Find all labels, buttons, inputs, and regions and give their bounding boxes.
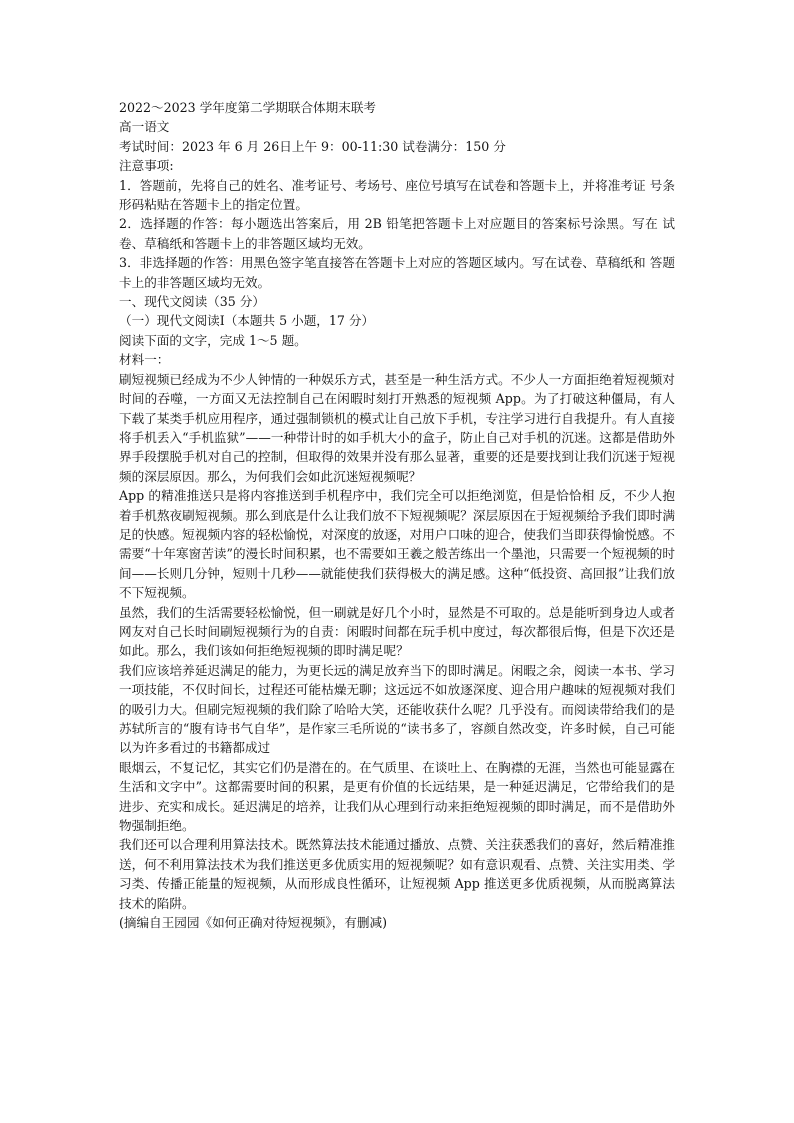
note-item: 3．非选择题的作答：用黑色签字笔直接答在答题卡上对应的答题区域内。写在试卷、草稿纸和 答题卡上的非答题区域均无效。 <box>119 255 675 290</box>
notes-heading: 注意事项: <box>119 158 174 174</box>
material-label: 材料一： <box>119 352 170 368</box>
note-item: 2．选择题的作答：每小题选出答案后，用 2B 铅笔把答题卡上对应题目的答案标号涂黑。写在 试卷、草稿纸和答题卡上的非答题区域均无效。 <box>119 216 675 251</box>
passage-paragraph: 虽然，我们的生活需要轻松愉悦，但一刷就是好几个小时，显然是不可取的。总是能听到身边人或者网友对自己长时间刷短视频行为的自责：闲暇时间都在玩手机中度过，每次都很后悔，但是下次还是如此。那么，我们该如何拒绝短视频的即时满足呢？ <box>119 604 675 659</box>
exam-title: 2022～2023 学年度第二学期联合体期末联考 <box>119 100 377 115</box>
passage-paragraph: 我们应该培养延迟满足的能力，为更长远的满足放弃当下的即时满足。闲暇之余，阅读一本书、学习一项技能，不仅时间长，过程还可能枯燥无聊；这远远不如放逐深度、迎合用户趣味的短视频对我们的吸引力大。但刷完短视频的我们除了哈哈大笑，还能收获什么呢？几乎没有。而阅读带给我们的是苏轼所言的“腹有诗书气自华”，是作家三毛所说的“读书多了，容颜自然改变，许多时候，自己可能以为许多看过的书籍都成过 <box>119 662 675 756</box>
passage-paragraph: App 的精准推送只是将内容推送到手机程序中，我们完全可以拒绝浏览，但是恰恰相 反，不少人抱着手机熬夜刷短视频。那么到底是什么让我们放不下短视频呢？深层原因在于短视频给予我们即时满足的快感。短视频内容的轻松愉悦，对深度的放逐，对用户口味的迎合，使我们当即获得愉悦感。不需要“十年寒窗苦读”的漫长时间积累，也不需要如王羲之般苦练出一个墨池，只需要一个短视频的时间——长则几分钟，短则十几秒——就能使我们获得极大的满足感。这种“低投资、高回报”让我们放不下短视频。 <box>119 488 675 601</box>
passage-paragraph: 我们还可以合理利用算法技术。既然算法技术能通过播放、点赞、关注获悉我们的喜好，然后精准推送，何不利用算法技术为我们推送更多优质实用的短视频呢？如有意识观看、点赞、关注实用类、学习类、传播正能量的短视频，从而形成良性循环，让短视频 App 推送更多优质视频，从而脱离算法技术的陷阱。 <box>119 837 675 911</box>
passage-paragraph: 眼烟云，不复记忆，其实它们仍是潜在的。在气质里、在谈吐上、在胸襟的无涯，当然也可能显露在生活和文字中”。这都需要时间的积累，是更有价值的长远结果，是一种延迟满足，它带给我们的是进步、充实和成长。延迟满足的培养，让我们从心理到行动来拒绝短视频的即时满足，而不是借助外物强制拒绝。 <box>119 759 675 834</box>
section-subtitle: （一）现代文阅读Ⅰ（本题共 5 小题，17 分） <box>119 313 375 329</box>
passage-paragraph: 刷短视频已经成为不少人钟情的一种娱乐方式，甚至是一种生活方式。不少人一方面拒绝着短视频对时间的吞噬，一方面又无法控制自己在闲暇时刻打开熟悉的短视频 App。为了打破这种僵局，有人下载了某类手机应用程序，通过强制锁机的模式让自己放下手机，专注学习进行自我提升。有人直接将手机丢入“手机监狱”——一种带计时的如手机大小的盒子，防止自己对手机的沉迷。这都是借助外界手段摆脱手机对自己的控制，但取得的效果并没有那么显著，重要的还是要找到让我们沉迷于短视频的深层原因。那么，为何我们会如此沉迷短视频呢？ <box>119 371 675 484</box>
reading-instruction: 阅读下面的文字，完成 1～5 题。 <box>119 332 307 348</box>
subject-label: 高一语文 <box>119 119 170 135</box>
source-citation: (摘编自王园园《如何正确对待短视频》，有删减) <box>119 915 387 931</box>
note-item: 1．答题前，先将自己的姓名、准考证号、考场号、座位号填写在试卷和答题卡上，并将准考证 号条形码粘贴在答题卡上的指定位置。 <box>119 177 675 213</box>
exam-page <box>119 98 675 932</box>
exam-info: 考试时间：2023 年 6 月 26日上午 9：00-11:30 试卷满分：150 分 <box>119 138 506 154</box>
section-title: 一、现代文阅读（35 分） <box>119 294 265 310</box>
